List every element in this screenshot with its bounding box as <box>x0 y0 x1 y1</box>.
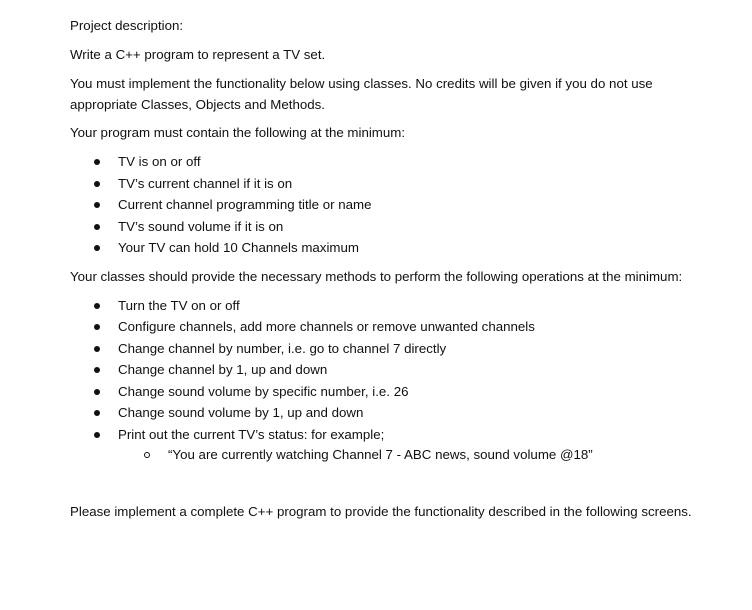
circle-bullet-icon <box>144 452 150 458</box>
bullet-icon <box>94 432 100 438</box>
bullet-icon <box>94 181 100 187</box>
closing-paragraph: Please implement a complete C++ program to provide the functionality described in the following screens. <box>70 504 692 519</box>
bullet-icon <box>94 389 100 395</box>
bullet-icon <box>94 410 100 416</box>
minimum-intro: Your program must contain the following at the minimum: <box>70 125 406 140</box>
bullet-icon <box>94 159 100 165</box>
bullet-icon <box>94 224 100 230</box>
intro-text: Write a C++ program to represent a TV set. <box>70 47 326 62</box>
bullet-icon <box>94 303 100 309</box>
requirement-paragraph: You must implement the functionality below using classes. No credits will be given if you do not use appropriate Classes, Objects and Methods. <box>70 76 653 112</box>
bullet-icon <box>94 367 100 373</box>
bullet-icon <box>94 324 100 330</box>
bullet-icon <box>94 346 100 352</box>
bullet-icon <box>94 202 100 208</box>
project-heading: Project description: <box>70 18 184 33</box>
bullet-icon <box>94 245 100 251</box>
operations-intro: Your classes should provide the necessary methods to perform the following operations at the minimum: <box>70 269 683 284</box>
